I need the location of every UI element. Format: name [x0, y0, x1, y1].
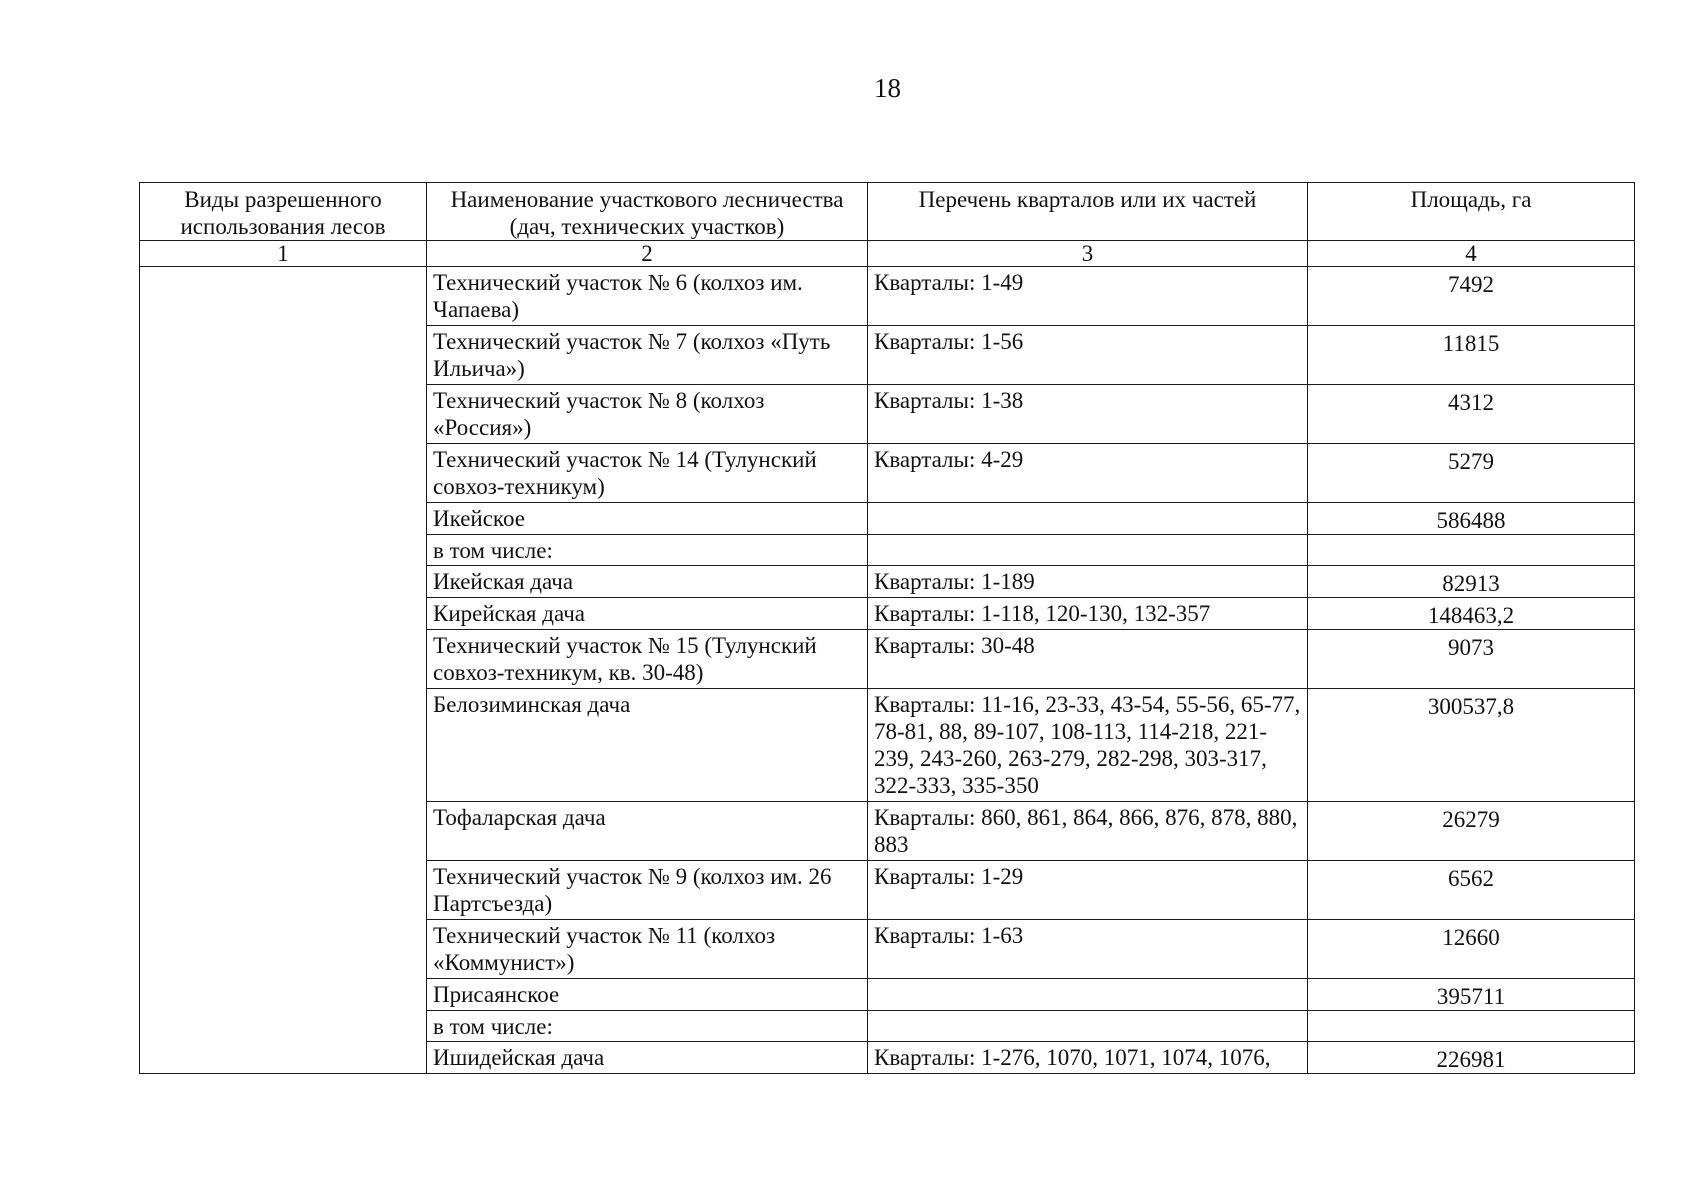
quarters-cell: Кварталы: 1-49	[868, 267, 1308, 326]
quarters-cell: Кварталы: 4-29	[868, 444, 1308, 503]
forestry-name-cell: Икейская дача	[427, 566, 868, 598]
header-area: Площадь, га	[1308, 183, 1635, 241]
forestry-name-cell: в том числе:	[427, 1011, 868, 1042]
forestry-name-cell: Кирейская дача	[427, 598, 868, 630]
area-cell: 300537,8	[1308, 689, 1635, 802]
quarters-cell: Кварталы: 1-56	[868, 326, 1308, 385]
quarters-cell: Кварталы: 1-276, 1070, 1071, 1074, 1076,	[868, 1042, 1308, 1074]
quarters-cell	[868, 503, 1308, 535]
quarters-cell: Кварталы: 1-189	[868, 566, 1308, 598]
area-cell	[1308, 1011, 1635, 1042]
area-cell: 586488	[1308, 503, 1635, 535]
area-cell	[1308, 535, 1635, 566]
forestry-name-cell: Технический участок № 8 (колхоз «Россия»)	[427, 385, 868, 444]
header-forestry-name: Наименование участкового лесничества (дач, технических участков)	[427, 183, 868, 241]
forestry-name-cell: Тофаларская дача	[427, 802, 868, 861]
quarters-cell	[868, 1011, 1308, 1042]
area-cell: 5279	[1308, 444, 1635, 503]
page-number: 18	[874, 73, 901, 103]
table-header-row	[140, 183, 1635, 241]
column-number-row	[140, 241, 1635, 267]
area-cell: 7492	[1308, 267, 1635, 326]
forestry-name-cell: Икейское	[427, 503, 868, 535]
area-cell: 4312	[1308, 385, 1635, 444]
quarters-cell: Кварталы: 1-29	[868, 861, 1308, 920]
column-number: 2	[427, 241, 868, 267]
quarters-cell: Кварталы: 1-118, 120-130, 132-357	[868, 598, 1308, 630]
quarters-cell: Кварталы: 860, 861, 864, 866, 876, 878, 880, 883	[868, 802, 1308, 861]
area-cell: 226981	[1308, 1042, 1635, 1074]
quarters-cell	[868, 979, 1308, 1011]
header-quarters-list: Перечень кварталов или их частей	[868, 183, 1308, 241]
column-number: 4	[1308, 241, 1635, 267]
forestry-name-cell: Ишидейская дача	[427, 1042, 868, 1074]
quarters-cell: Кварталы: 1-38	[868, 385, 1308, 444]
column-number: 3	[868, 241, 1308, 267]
forestry-name-cell: Технический участок № 15 (Тулунский совхоз-техникум, кв. 30-48)	[427, 630, 868, 689]
area-cell: 12660	[1308, 920, 1635, 979]
forestry-name-cell: Технический участок № 11 (колхоз «Коммунист»)	[427, 920, 868, 979]
forestry-name-cell: Технический участок № 9 (колхоз им. 26 Партсъезда)	[427, 861, 868, 920]
forestry-name-cell: Технический участок № 6 (колхоз им. Чапаева)	[427, 267, 868, 326]
area-cell: 11815	[1308, 326, 1635, 385]
forestry-name-cell: Технический участок № 14 (Тулунский совхоз-техникум)	[427, 444, 868, 503]
quarters-cell: Кварталы: 11-16, 23-33, 43-54, 55-56, 65-77, 78-81, 88, 89-107, 108-113, 114-218, 221-239, 243-260, 263-279, 282-298, 303-317, 322-333, 335-350	[868, 689, 1308, 802]
forestry-name-cell: Технический участок № 7 (колхоз «Путь Ильича»)	[427, 326, 868, 385]
area-cell: 26279	[1308, 802, 1635, 861]
forestry-name-cell: в том числе:	[427, 535, 868, 566]
quarters-cell: Кварталы: 1-63	[868, 920, 1308, 979]
forest-use-table	[139, 182, 1635, 1074]
area-cell: 6562	[1308, 861, 1635, 920]
area-cell: 148463,2	[1308, 598, 1635, 630]
area-cell: 395711	[1308, 979, 1635, 1011]
forestry-name-cell: Белозиминская дача	[427, 689, 868, 802]
table-row	[140, 267, 1635, 326]
use-type-cell	[140, 267, 427, 1074]
area-cell: 9073	[1308, 630, 1635, 689]
header-use-type: Виды разрешенного использования лесов	[140, 183, 427, 241]
area-cell: 82913	[1308, 566, 1635, 598]
quarters-cell: Кварталы: 30-48	[868, 630, 1308, 689]
quarters-cell	[868, 535, 1308, 566]
column-number: 1	[140, 241, 427, 267]
forestry-name-cell: Присаянское	[427, 979, 868, 1011]
